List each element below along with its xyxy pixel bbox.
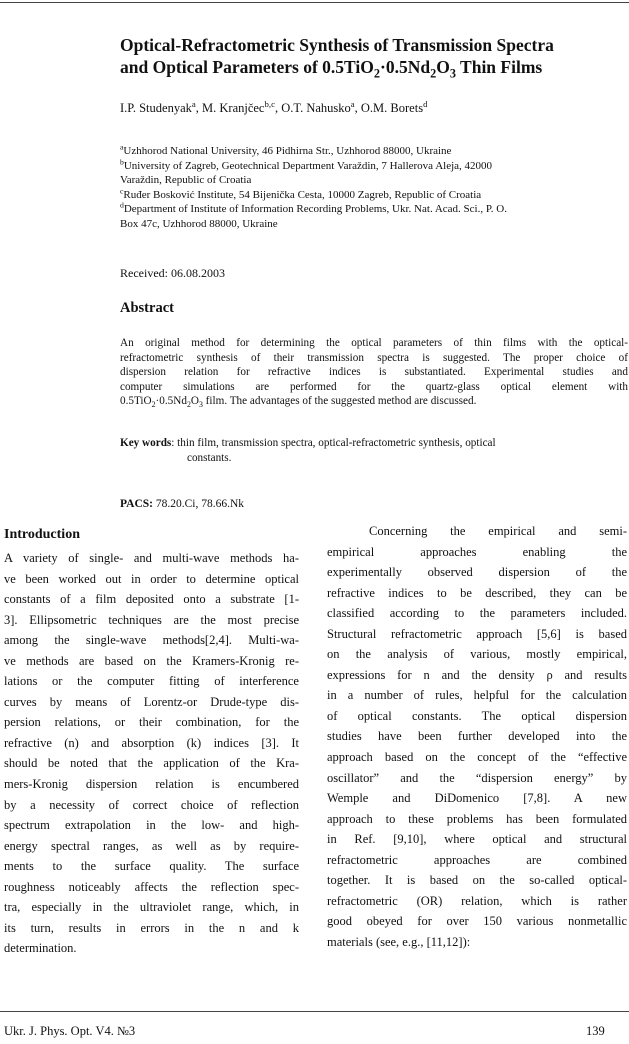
affiliation-c: $^c$Ruđer Bosković Institute, 54 Bijenička Cesta, 10000 Zagreb, Republic of Croatia (120, 185, 482, 201)
text-line: roughness noticeably affects the reflection spec- (4, 879, 299, 894)
text-line: of optical constants. The optical dispersion (327, 708, 627, 723)
text-line: on the analysis of various, mostly empirical, (327, 647, 627, 662)
abstract-line: $0.5TiO_2\cdot 0.5Nd_2O_3$ film. The advantages of the suggested method are discussed. (120, 395, 477, 410)
footer-rule (0, 1011, 629, 1012)
text-line: ve methods are based on the Kramers-Kronig re- (4, 653, 299, 668)
text-line: A variety of single- and multi-wave methods ha- (4, 551, 299, 565)
text-line: should be noted that the application of the Kra- (4, 756, 299, 771)
author-list (120, 98, 428, 116)
text-line: spectrum extrapolation in the low- and high- (4, 818, 299, 833)
pacs (120, 498, 244, 510)
affiliation-d: $^d$Department of Institute of Information Recording Problems, Ukr. Nat. Acad. Sci., P. O. Box 47c, Uzhhorod 88000, Ukraine (120, 200, 507, 230)
affiliations (120, 144, 590, 231)
pacs-label: PACS: (120, 498, 154, 510)
author: O.T. Nahusko$^a$, (281, 98, 361, 115)
text-line: in a number of rules, helpful for the calculation (327, 688, 627, 703)
text-line: tra, especially in the ultraviolet range, which, in (4, 900, 299, 915)
text-line: together. It is based on the so-called optical- (327, 873, 627, 888)
abstract-text (120, 336, 628, 409)
left-column-text (4, 548, 299, 959)
text-line: studies have been further developed into the (327, 729, 627, 744)
text-line: ments to the surface quality. The surface (4, 859, 299, 874)
author: M. Kranjčec$^{b,c}$, (202, 98, 282, 115)
text-line: in Ref. [9,10], where optical and structural (327, 832, 627, 847)
text-line: Wemple and DiDomenico [7,8]. A new (327, 791, 627, 806)
abstract-line: dispersion relation for refractive indices is substantiated. Experimental studies and (120, 366, 628, 378)
top-rule (0, 2, 629, 3)
affiliation-b: $^b$University of Zagreb, Geotechnical Department Varaždin, 7 Hallerova Aleja, 42000 Varaždin, Republic of Croatia (120, 156, 493, 186)
right-column-text (327, 521, 627, 952)
abstract-line: computer simulations are performed for the quartz-glass optical element with (120, 380, 628, 393)
author: O.M. Borets$^d$ (360, 98, 428, 115)
keywords-text: : thin film, transmission spectra, optical-refractometric synthesis, optical (171, 437, 496, 449)
text-line: refractive (n) and absorption (k) indices [3]. It (4, 735, 299, 750)
abstract-heading: Abstract (120, 300, 174, 316)
text-line: by a necessity of correct choice of reflection (4, 797, 299, 812)
affiliation-a: $^a$Uzhhorod National University, 46 Pidhirna Str., Uzhhorod 88000, Ukraine (120, 142, 452, 157)
text-line: Concerning the empirical and semi- (369, 524, 627, 538)
text-line: refractometric (OR) relation, which is rather (327, 893, 627, 908)
text-line: experimentally observed dispersion of the (327, 565, 627, 580)
text-line: refractometric approaches are combined (327, 852, 627, 867)
keywords-label: Key words (120, 437, 172, 449)
text-line: approach based on the concept of the “effective (327, 750, 627, 765)
text-line: empirical approaches enabling the (327, 544, 627, 559)
text-line: oscillator” and the “dispersion energy” by (327, 770, 627, 785)
text-line: persion relations, or their combination, for the (4, 715, 299, 730)
text-line: determination. (4, 941, 77, 956)
section-heading-introduction: Introduction (4, 527, 80, 542)
text-line: constants of a film deposited onto a substrate [1- (4, 592, 299, 607)
author: I.P. Studenyak$^a$, (120, 98, 203, 115)
received-date: Received: 06.08.2003 (120, 266, 225, 280)
pacs-value: 78.20.Ci, 78.66.Nk (153, 498, 245, 510)
text-line: ve been worked out in order to determine optical (4, 571, 299, 586)
paper-title (120, 34, 620, 81)
abstract-line: refractometric synthesis of their transmission spectra is suggested. The proper choice of (120, 351, 628, 364)
title-line-1: Optical-Refractometric Synthesis of Transmission Spectra (120, 35, 554, 55)
title-line-2: and Optical Parameters of $0.5TiO_2\cdot 0.5Nd_2O_3$ Thin Films (120, 57, 543, 81)
text-line: 3]. Ellipsometric techniques are the most precise (4, 612, 299, 627)
keywords (120, 436, 600, 466)
journal-reference: Ukr. J. Phys. Opt. V4. №3 (4, 1024, 136, 1038)
text-line: approach to these problems has been formulated (327, 811, 627, 826)
text-line: curves by means of Lorentz-or Drude-type dis- (4, 694, 299, 709)
text-line: among the single-wave methods[2,4]. Multi-wa- (4, 633, 299, 648)
text-line: good obeyed for over 150 various nonmetallic (327, 914, 627, 929)
abstract-line: An original method for determining the optical parameters of thin films with the optical- (120, 337, 628, 349)
text-line: mers-Kronig dispersion relation is encumbered (4, 777, 299, 792)
text-line: expressions for n and the density ρ and results (327, 667, 627, 682)
text-line: classified according to the parameters included. (327, 606, 627, 621)
text-line: energy spectral ranges, as well as by require- (4, 838, 299, 853)
text-line: refractive indices to be described, they can be (327, 585, 627, 600)
keywords-text-cont: constants. (187, 452, 232, 464)
text-line: Structural refractometric approach [5,6] is based (327, 626, 627, 641)
page-number: 139 (586, 1024, 605, 1038)
text-line: lations or the computer fitting of interference (4, 674, 299, 689)
text-line: its turn, results in errors in the n and k (4, 920, 299, 935)
text-line: materials (see, e.g., [11,12]): (327, 934, 471, 949)
